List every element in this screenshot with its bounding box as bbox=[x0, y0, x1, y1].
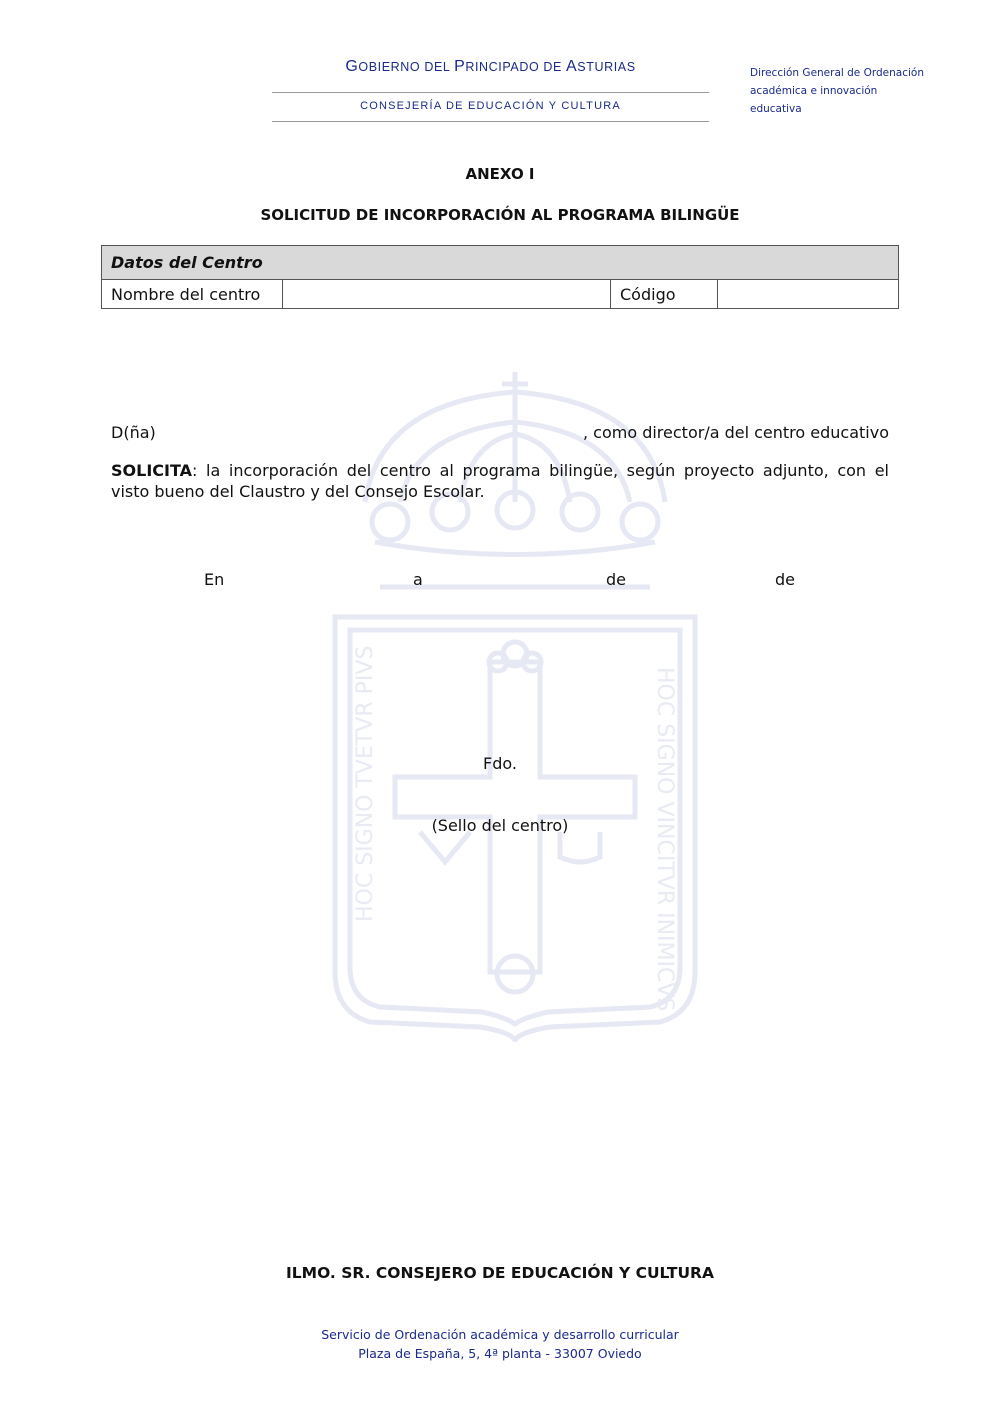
solicita-text: : la incorporación del centro al programa bilingüe, según proyecto adjunto, con el visto bueno del Claustro y del Consejo Escolar. bbox=[111, 461, 889, 501]
centro-data-table bbox=[101, 245, 899, 309]
addressee: ILMO. SR. CONSEJERO DE EDUCACIÓN Y CULTURA bbox=[286, 1264, 714, 1282]
header-rule-top bbox=[272, 92, 709, 93]
codigo-label: Código bbox=[611, 280, 718, 309]
dna-label: D(ña) bbox=[111, 423, 156, 442]
footer-address: Plaza de España, 5, 4ª planta - 33007 Oviedo bbox=[358, 1346, 642, 1361]
consejeria-name: CONSEJERÍA DE EDUCACIÓN Y CULTURA bbox=[360, 100, 621, 112]
document-title: SOLICITUD DE INCORPORACIÓN AL PROGRAMA BILINGÜE bbox=[260, 206, 740, 224]
nombre-centro-field[interactable] bbox=[283, 280, 611, 309]
place-en: En bbox=[204, 570, 225, 589]
signature-fdo: Fdo. bbox=[483, 754, 517, 773]
solicita-paragraph bbox=[111, 460, 889, 502]
government-name: GOBIERNO DEL PRINCIPADO DE ASTURIAS bbox=[345, 58, 636, 75]
direccion-general: Dirección General de Ordenación académica e innovación educativa bbox=[750, 67, 924, 115]
codigo-field[interactable] bbox=[718, 280, 899, 309]
place-a: a bbox=[413, 570, 423, 589]
solicita-label: SOLICITA bbox=[111, 461, 193, 480]
header-rule-bottom bbox=[272, 121, 709, 122]
place-de-month: de bbox=[606, 570, 626, 589]
place-de-year: de bbox=[775, 570, 795, 589]
nombre-centro-label: Nombre del centro bbox=[102, 280, 283, 309]
table-header: Datos del Centro bbox=[102, 246, 899, 280]
watermark-left-motto: HOC SIGNO TVETVR PIVS bbox=[353, 645, 378, 922]
annex-title: ANEXO I bbox=[465, 165, 535, 183]
dna-suffix: , como director/a del centro educativo bbox=[582, 423, 889, 442]
watermark-right-motto: HOC SIGNO VINCITVR INIMICVS bbox=[652, 667, 677, 1012]
stamp-label: (Sello del centro) bbox=[431, 816, 569, 835]
footer-service: Servicio de Ordenación académica y desarrollo curricular bbox=[321, 1327, 679, 1342]
